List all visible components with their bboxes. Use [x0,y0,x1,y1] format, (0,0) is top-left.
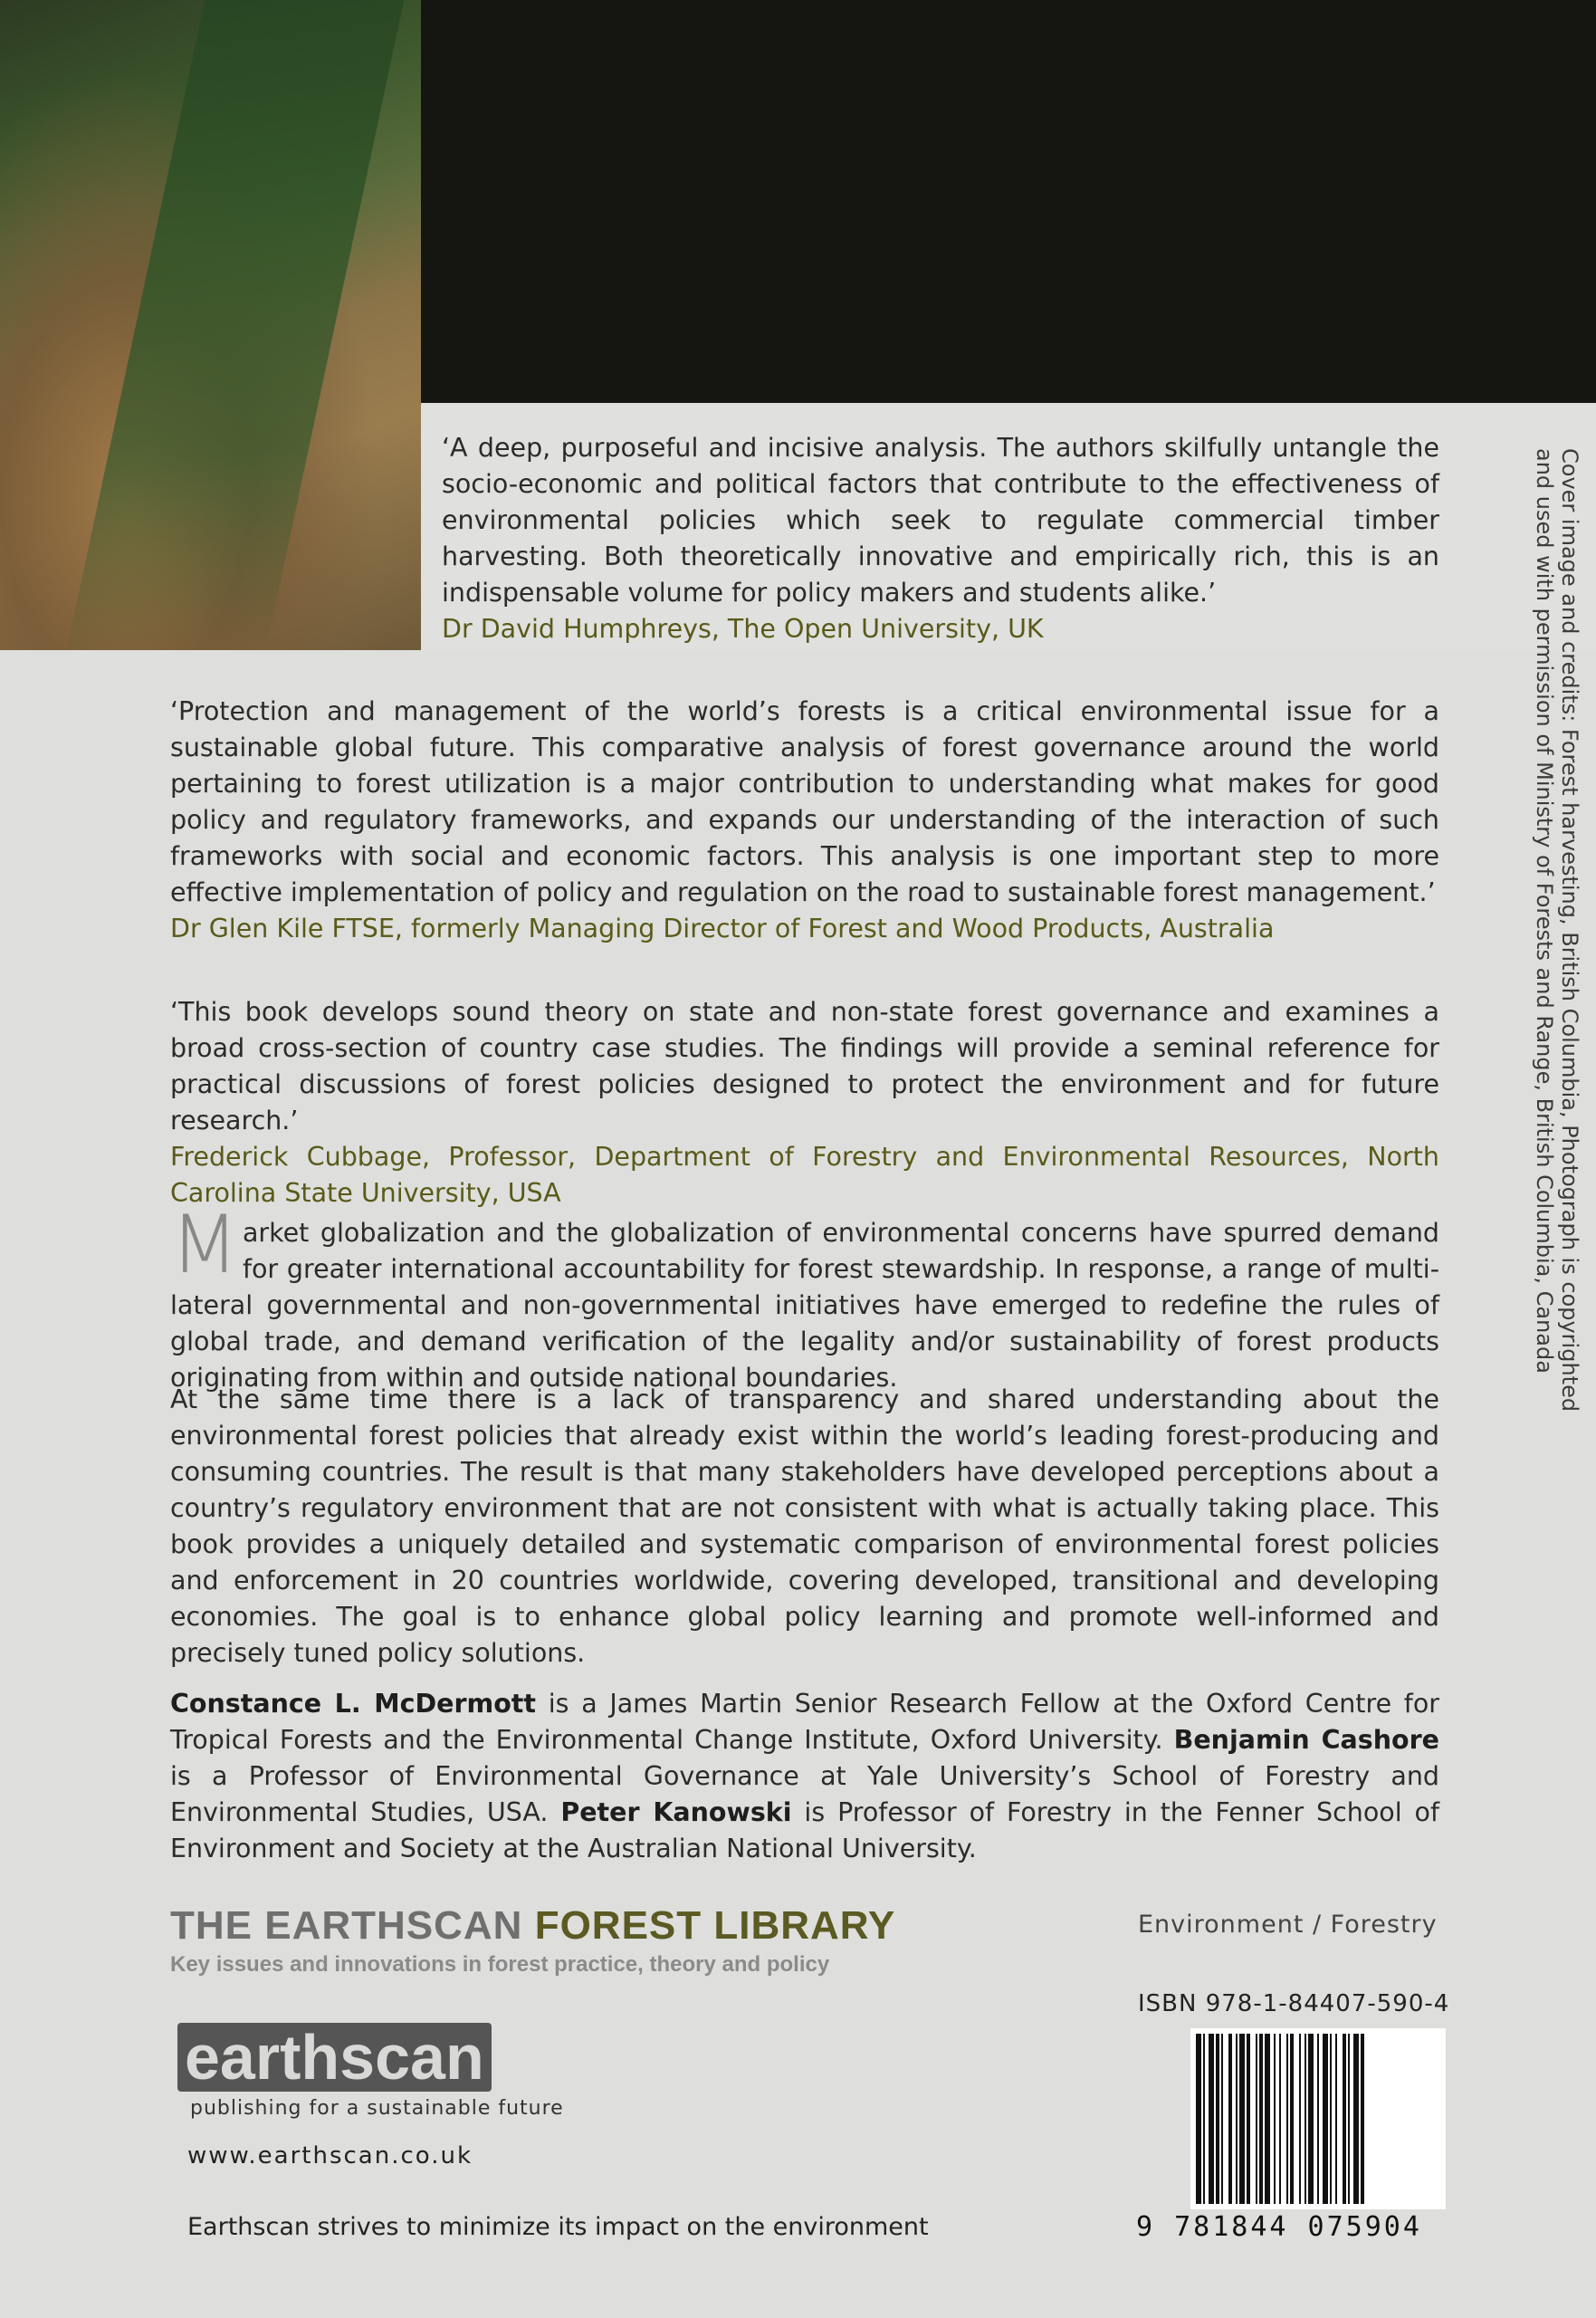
barcode-digits: 9 781844 075904 [1136,2211,1422,2243]
isbn: ISBN 978-1-84407-590-4 [1138,1990,1450,2017]
barcode-icon [1190,2028,1446,2209]
quote-1-attribution: Dr David Humphreys, The Open University, UK [442,614,1044,644]
quote-2 [170,694,1439,947]
quote-3-attribution: Frederick Cubbage, Professor, Department of Forestry and Environmental Resources, North Carolina State University, USA [170,1142,1439,1208]
quote-1 [442,430,1439,647]
author-3-bio: is Professor of Forestry in the Fenner School of Environment and Society at the Australian National University. [170,1797,1439,1863]
category-label: Environment / Forestry [1138,1911,1438,1939]
cover-credit [1532,448,1582,1413]
cover-credit-line-2: and used with permission of Ministry of Forests and Range, British Columbia, Canada [1532,448,1557,1374]
series-title [170,1903,895,1949]
description-para-1 [170,1198,1439,1396]
author-bios [170,1686,1439,1867]
publisher-tagline: publishing for a sustainable future [190,2097,564,2120]
earthscan-logo-text: earthscan [177,2023,492,2092]
author-3-name: Peter Kanowski [560,1797,792,1827]
author-2-name: Benjamin Cashore [1173,1725,1439,1755]
series-title-part-1: THE EARTHSCAN [170,1903,535,1948]
author-1-bio: is a James Martin Senior Research Fellow at the Oxford Centre for Tropical Forests and the Environmental Change Institute, Oxford University. [170,1689,1439,1755]
description-para-1-text: arket globalization and the globalization of environmental concerns have spurred demand for greater international accountability for forest stewardship. In response, a range of multi-lateral governmental and non-governmental initiatives have emerged to redefine the rules of global trade, and demand verification of the legality and/or sustainability of forest products originating from within and outside national boundaries. [170,1218,1439,1393]
cover-credit-line-1: Cover image and credits: Forest harvesting, British Columbia, Photograph is copyrighted [1557,448,1582,1413]
author-2-bio: is a Professor of Environmental Governance at Yale University’s School of Forestry and Environmental Studies, USA. [170,1761,1439,1827]
quote-3 [170,994,1439,1212]
quote-1-text: ‘A deep, purposeful and incisive analysis. The authors skilfully untangle the socio-economic and political factors that contribute to the effectiveness of environmental policies which seek to regulate commercial timber harvesting. Both theoretically innovative and empirically rich, this is an indispensable volume for policy makers and students alike.’ [442,433,1439,608]
quote-2-attribution: Dr Glen Kile FTSE, formerly Managing Director of Forest and Wood Products, Australia [170,914,1275,943]
series-subtitle: Key issues and innovations in forest practice, theory and policy [170,1952,830,1977]
publisher-website[interactable]: www.earthscan.co.uk [187,2142,473,2170]
author-1-name: Constance L. McDermott [170,1689,537,1719]
description-para-2-text: At the same time there is a lack of transparency and shared understanding about the environmental forest policies that already exist within the world’s leading forest-producing and consuming countries. The result is that many stakeholders have developed perceptions about a country’s regulatory environment that are not consistent with what is actually taking place. This book provides a uniquely detailed and systematic comparison of environmental forest policies and enforcement in 20 countries worldwide, covering developed, transitional and developing economies. The goal is to enhance global policy learning and promote well-informed and precisely tuned policy solutions. [170,1384,1439,1668]
environment-note: Earthscan strives to minimize its impact on the environment [187,2213,929,2241]
quote-2-text: ‘Protection and management of the world’s forests is a critical environmental issue for a sustainable global future. This comparative analysis of forest governance around the world pertaining to forest utilization is a major contribution to understanding what makes for good policy and regulatory frameworks, and expands our understanding of the interaction of such frameworks with social and economic factors. This analysis is one important step to more effective implementation of policy and regulation on the road to sustainable forest management.’ [170,696,1439,907]
quote-3-text: ‘This book develops sound theory on state and non-state forest governance and examines a broad cross-section of country case studies. The findings will provide a seminal reference for practical discussions of forest policies designed to protect the environment and for future research.’ [170,997,1439,1135]
series-title-part-2: FOREST LIBRARY [534,1903,896,1948]
description-para-2 [170,1382,1439,1671]
earthscan-logo [177,2021,492,2093]
dropcap: M [170,1198,239,1291]
forest-photo [0,0,421,650]
